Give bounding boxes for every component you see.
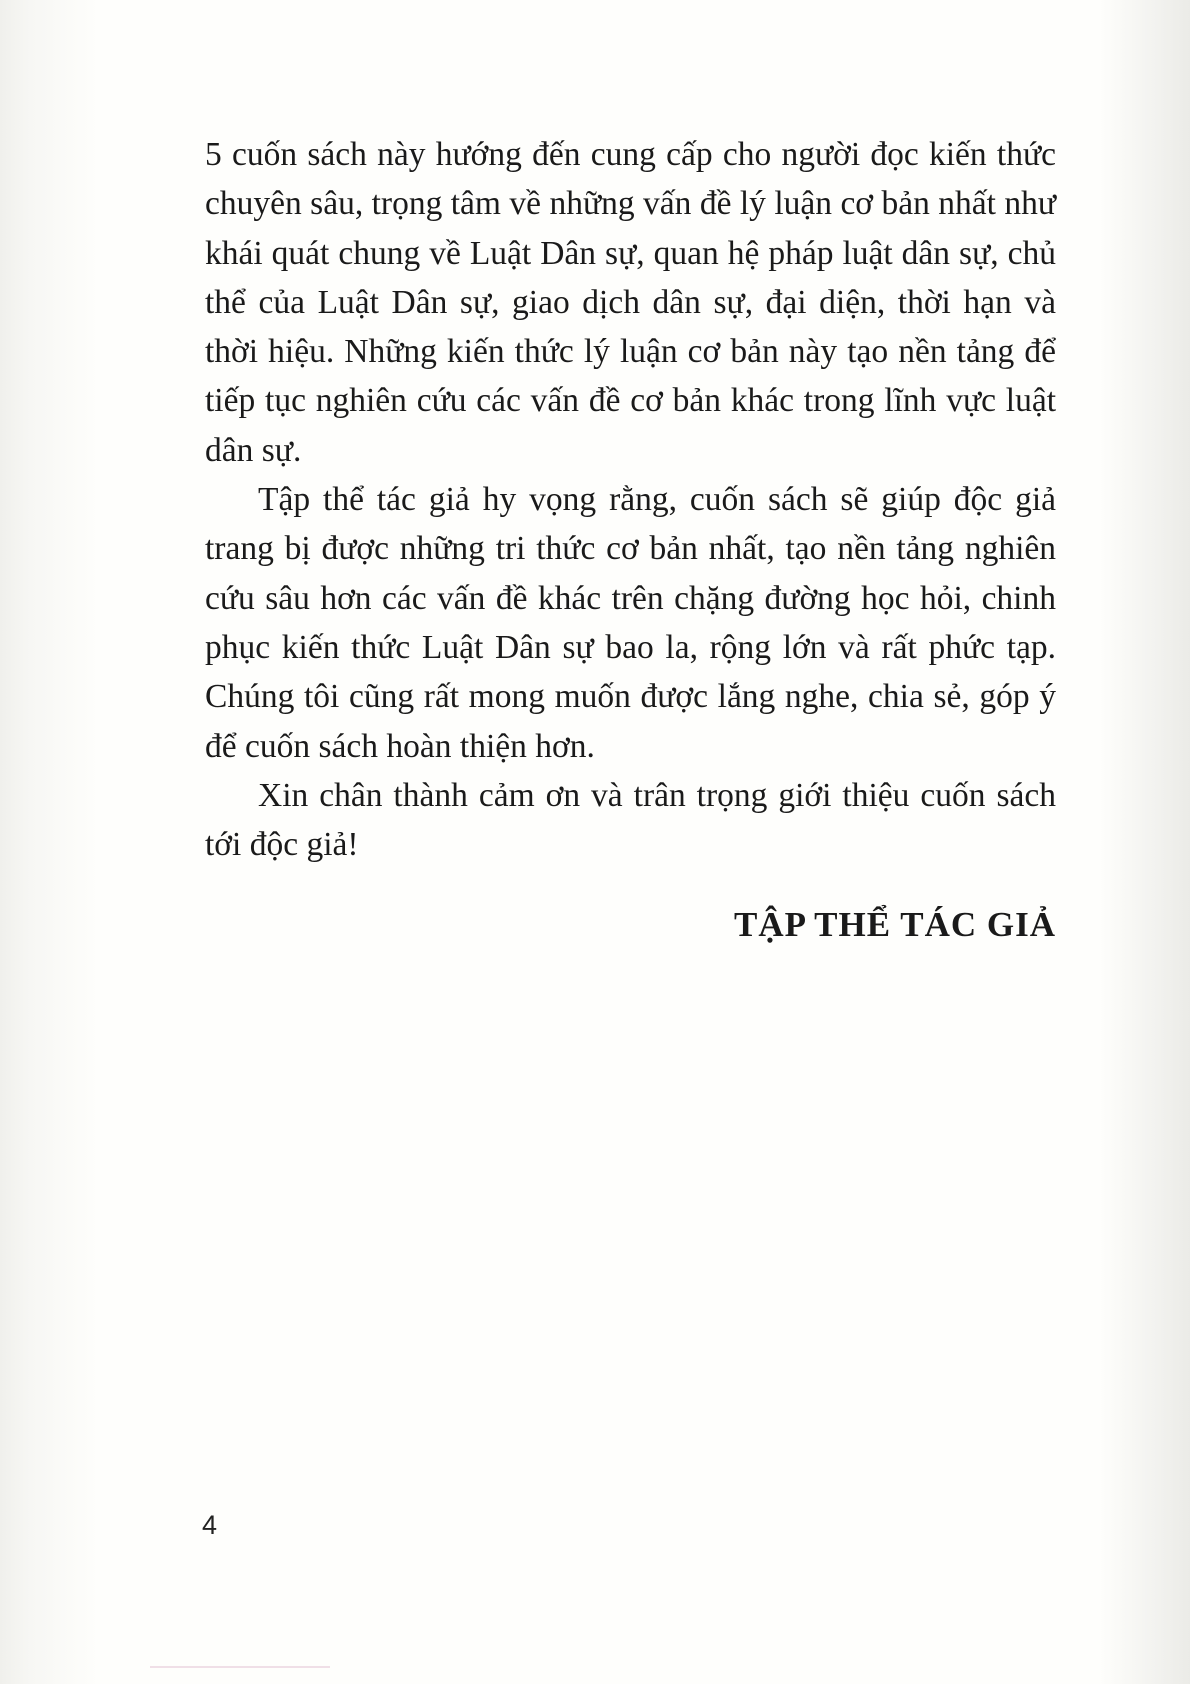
author-signature: TẬP THỂ TÁC GIẢ bbox=[734, 905, 1056, 944]
body-text bbox=[205, 130, 1056, 869]
paragraph-2: Tập thể tác giả hy vọng rằng, cuốn sách sẽ giúp độc giả trang bị được những tri thức cơ bản nhất, tạo nền tảng nghiên cứu sâu hơn các vấn đề khác trên chặng đường học hỏi, chinh phục kiến thức Luật Dân sự bao la, rộng lớn và rất phức tạp. Chúng tôi cũng rất mong muốn được lắng nghe, chia sẻ, góp ý để cuốn sách hoàn thiện hơn. bbox=[205, 481, 1056, 765]
paragraph-1: 5 cuốn sách này hướng đến cung cấp cho người đọc kiến thức chuyên sâu, trọng tâm về những vấn đề lý luận cơ bản nhất như khái quát chung về Luật Dân sự, quan hệ pháp luật dân sự, chủ thể của Luật Dân sự, giao dịch dân sự, đại diện, thời hạn và thời hiệu. Những kiến thức lý luận cơ bản này tạo nền tảng để tiếp tục nghiên cứu các vấn đề cơ bản khác trong lĩnh vực luật dân sự. bbox=[205, 136, 1056, 469]
scan-artifact-line bbox=[150, 1666, 330, 1668]
page-number: 4 bbox=[202, 1510, 218, 1540]
paragraph-3: Xin chân thành cảm ơn và trân trọng giới thiệu cuốn sách tới độc giả! bbox=[205, 776, 1056, 864]
page-left-edge-shading bbox=[0, 0, 100, 1684]
page-right-edge-shading bbox=[1098, 0, 1190, 1684]
